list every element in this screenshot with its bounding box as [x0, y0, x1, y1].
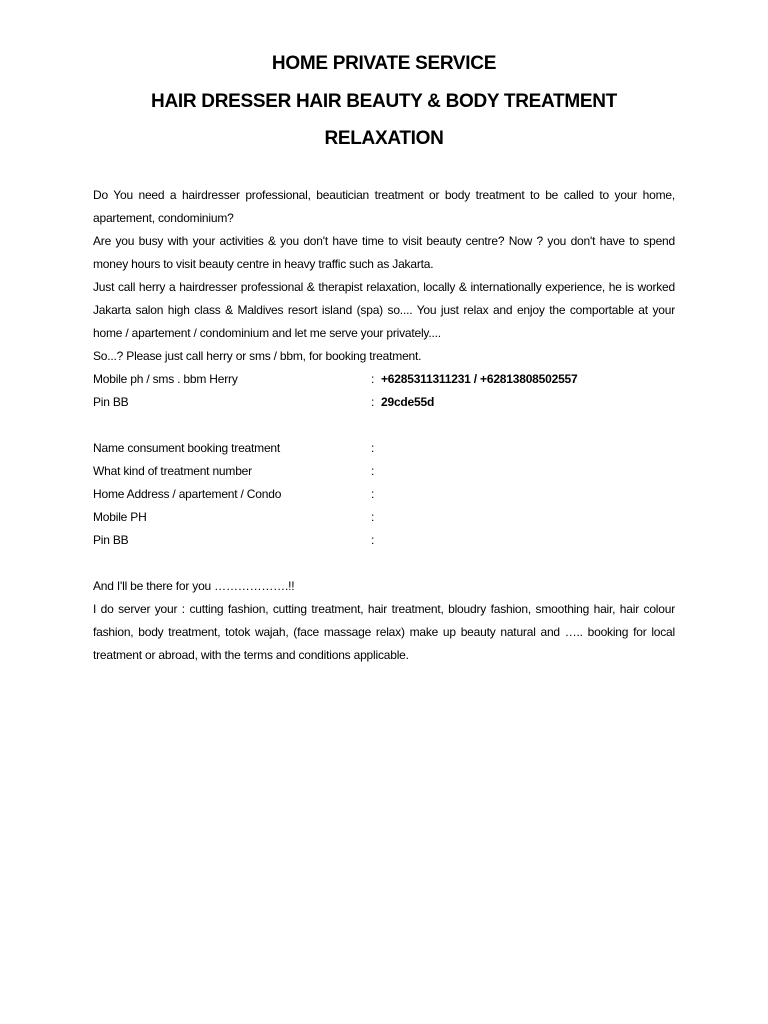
contact-colon: :: [371, 395, 375, 409]
form-row-mobile: [93, 506, 675, 529]
form-colon: :: [371, 533, 375, 547]
contact-row-mobile: [93, 368, 675, 391]
busy-paragraph: Are you busy with your activities & you don't have time to visit beauty centre? Now ? you don't have to spend money hours to visit beauty centre in heavy traffic such as Jakarta.: [93, 234, 675, 271]
form-colon: :: [371, 487, 375, 501]
form-row-treatment: [93, 460, 675, 483]
contact-label: Pin BB: [93, 395, 129, 409]
services-paragraph: I do server your : cutting fashion, cutting treatment, hair treatment, bloudry fashion, smoothing hair, hair colour fashion, body treatment, totok wajah, (face massage relax) make up beauty natural and ….. booking for local treatment or abroad, with the terms and conditions applicable.: [93, 602, 675, 662]
form-colon: :: [371, 464, 375, 478]
contact-colon: :: [371, 372, 375, 386]
form-colon: :: [371, 441, 375, 455]
title-line-2: HAIR DRESSER HAIR BEAUTY & BODY TREATMENT: [151, 91, 617, 112]
form-label: What kind of treatment number: [93, 464, 252, 478]
closing-line: And I'll be there for you ……………….!!: [93, 579, 295, 593]
form-colon: :: [371, 510, 375, 524]
form-row-pin: [93, 529, 675, 552]
form-label: Name consument booking treatment: [93, 441, 281, 455]
contact-pin-value: 29cde55d: [381, 395, 435, 409]
form-label: Mobile PH: [93, 510, 147, 524]
intro-paragraph: Do You need a hairdresser professional, beautician treatment or body treatment to be called to your home, apartement, condominium?: [93, 188, 675, 225]
document-body: [93, 184, 675, 667]
booking-call-paragraph: So...? Please just call herry or sms / bbm, for booking treatment.: [93, 349, 422, 363]
title-line-1: HOME PRIVATE SERVICE: [271, 53, 497, 74]
contact-row-pin: [93, 391, 675, 414]
form-row-address: [93, 483, 675, 506]
spacer: [93, 414, 675, 437]
contact-label: Mobile ph / sms . bbm Herry: [93, 372, 238, 386]
herry-paragraph: Just call herry a hairdresser professional & therapist relaxation, locally & internationally experience, he is worked Jakarta salon high class & Maldives resort island (spa) so.... You just relax and enjoy the comportable at your home / apartement / condominium and let me serve your privately....: [93, 280, 675, 340]
title-line-3: RELAXATION: [324, 128, 444, 149]
form-row-name: [93, 437, 675, 460]
contact-phone-value: +6285311311231 / +62813808502557: [381, 372, 578, 386]
form-label: Home Address / apartement / Condo: [93, 487, 282, 501]
form-label: Pin BB: [93, 533, 129, 547]
spacer: [93, 552, 675, 575]
